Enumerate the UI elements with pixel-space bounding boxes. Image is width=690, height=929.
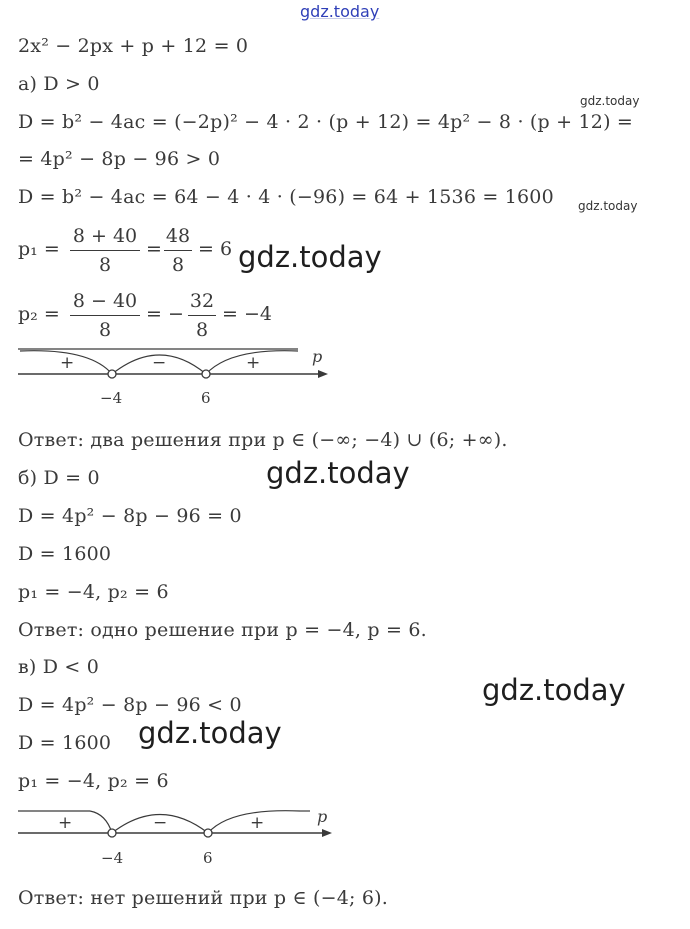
sign-label: + [246, 353, 261, 373]
watermark-large: gdz.today [238, 240, 382, 274]
p1-denominator-2: 8 [171, 254, 185, 276]
answer-a: Ответ: два решения при p ∈ (−∞; −4) ∪ (6; +∞). [18, 429, 508, 451]
case-b-roots: p₁ = −4, p₂ = 6 [18, 581, 169, 603]
p2-fraction [70, 289, 140, 342]
sign-label: + [58, 813, 73, 833]
discriminant-value: D = b² − 4ac = 64 − 4 · 4 · (−96) = 64 + 1536 = 1600 [18, 186, 554, 208]
point-label: 6 [203, 849, 213, 867]
case-b-discriminant-value: D = 1600 [18, 543, 112, 565]
p2-lhs: p₂ = [18, 303, 60, 325]
open-point [204, 829, 212, 837]
watermark-large: gdz.today [266, 456, 410, 490]
case-c-discriminant-value: D = 1600 [18, 732, 112, 754]
answer-c: Ответ: нет решений при p ∈ (−4; 6). [18, 887, 389, 909]
open-point [108, 829, 116, 837]
p2-result: = −4 [222, 303, 272, 325]
discriminant-continuation: = 4p² − 8p − 96 > 0 [18, 148, 221, 170]
axis-variable: p [317, 807, 328, 826]
case-b-discriminant: D = 4p² − 8p − 96 = 0 [18, 505, 242, 527]
case-b-heading: б) D = 0 [18, 467, 100, 489]
fraction-bar [188, 315, 216, 316]
p2-denominator: 8 [98, 319, 112, 341]
watermark-top: gdz.today [300, 2, 380, 21]
case-c-heading: в) D < 0 [18, 656, 100, 678]
p2-numerator-2: 32 [189, 290, 215, 312]
case-a-heading: а) D > 0 [18, 73, 100, 95]
point-label: 6 [201, 389, 211, 407]
point-label: −4 [101, 849, 124, 867]
case-c-discriminant: D = 4p² − 8p − 96 < 0 [18, 694, 242, 716]
answer-b: Ответ: одно решение при p = −4, p = 6. [18, 619, 427, 641]
fraction-bar [70, 315, 140, 316]
sign-label: + [60, 353, 75, 373]
open-point [202, 370, 210, 378]
watermark-large: gdz.today [138, 716, 282, 750]
watermark-large: gdz.today [482, 673, 626, 707]
p1-numerator: 8 + 40 [72, 225, 138, 247]
discriminant-expansion: D = b² − 4ac = (−2p)² − 4 · 2 · (p + 12) = 4p² − 8 · (p + 12) = [18, 111, 634, 133]
p1-equals: = [146, 238, 162, 260]
fraction-bar [70, 250, 140, 251]
sign-label: + [250, 813, 265, 833]
watermark-small: gdz.today [580, 94, 640, 108]
sign-chart-1 [0, 340, 340, 410]
sign-label: − [152, 353, 167, 373]
p2-equals: = − [146, 303, 184, 325]
p2-fraction-2 [188, 289, 216, 342]
p1-fraction [70, 224, 140, 277]
axis-arrow [318, 370, 328, 378]
sign-label: − [153, 813, 168, 833]
p1-lhs: p₁ = [18, 238, 60, 260]
p1-denominator: 8 [98, 254, 112, 276]
point-label: −4 [100, 389, 123, 407]
p1-fraction-2 [164, 224, 192, 277]
p1-result: = 6 [198, 238, 233, 260]
p1-numerator-2: 48 [165, 225, 191, 247]
axis-arrow [322, 829, 332, 837]
case-c-roots: p₁ = −4, p₂ = 6 [18, 770, 169, 792]
interval-arc [90, 811, 112, 833]
fraction-bar [164, 250, 192, 251]
sign-chart-2 [0, 798, 345, 868]
watermark-small: gdz.today [578, 199, 638, 213]
axis-variable: p [312, 347, 323, 366]
equation: 2x² − 2px + p + 12 = 0 [18, 35, 249, 57]
open-point [108, 370, 116, 378]
p2-denominator-2: 8 [195, 319, 209, 341]
p2-numerator: 8 − 40 [72, 290, 138, 312]
